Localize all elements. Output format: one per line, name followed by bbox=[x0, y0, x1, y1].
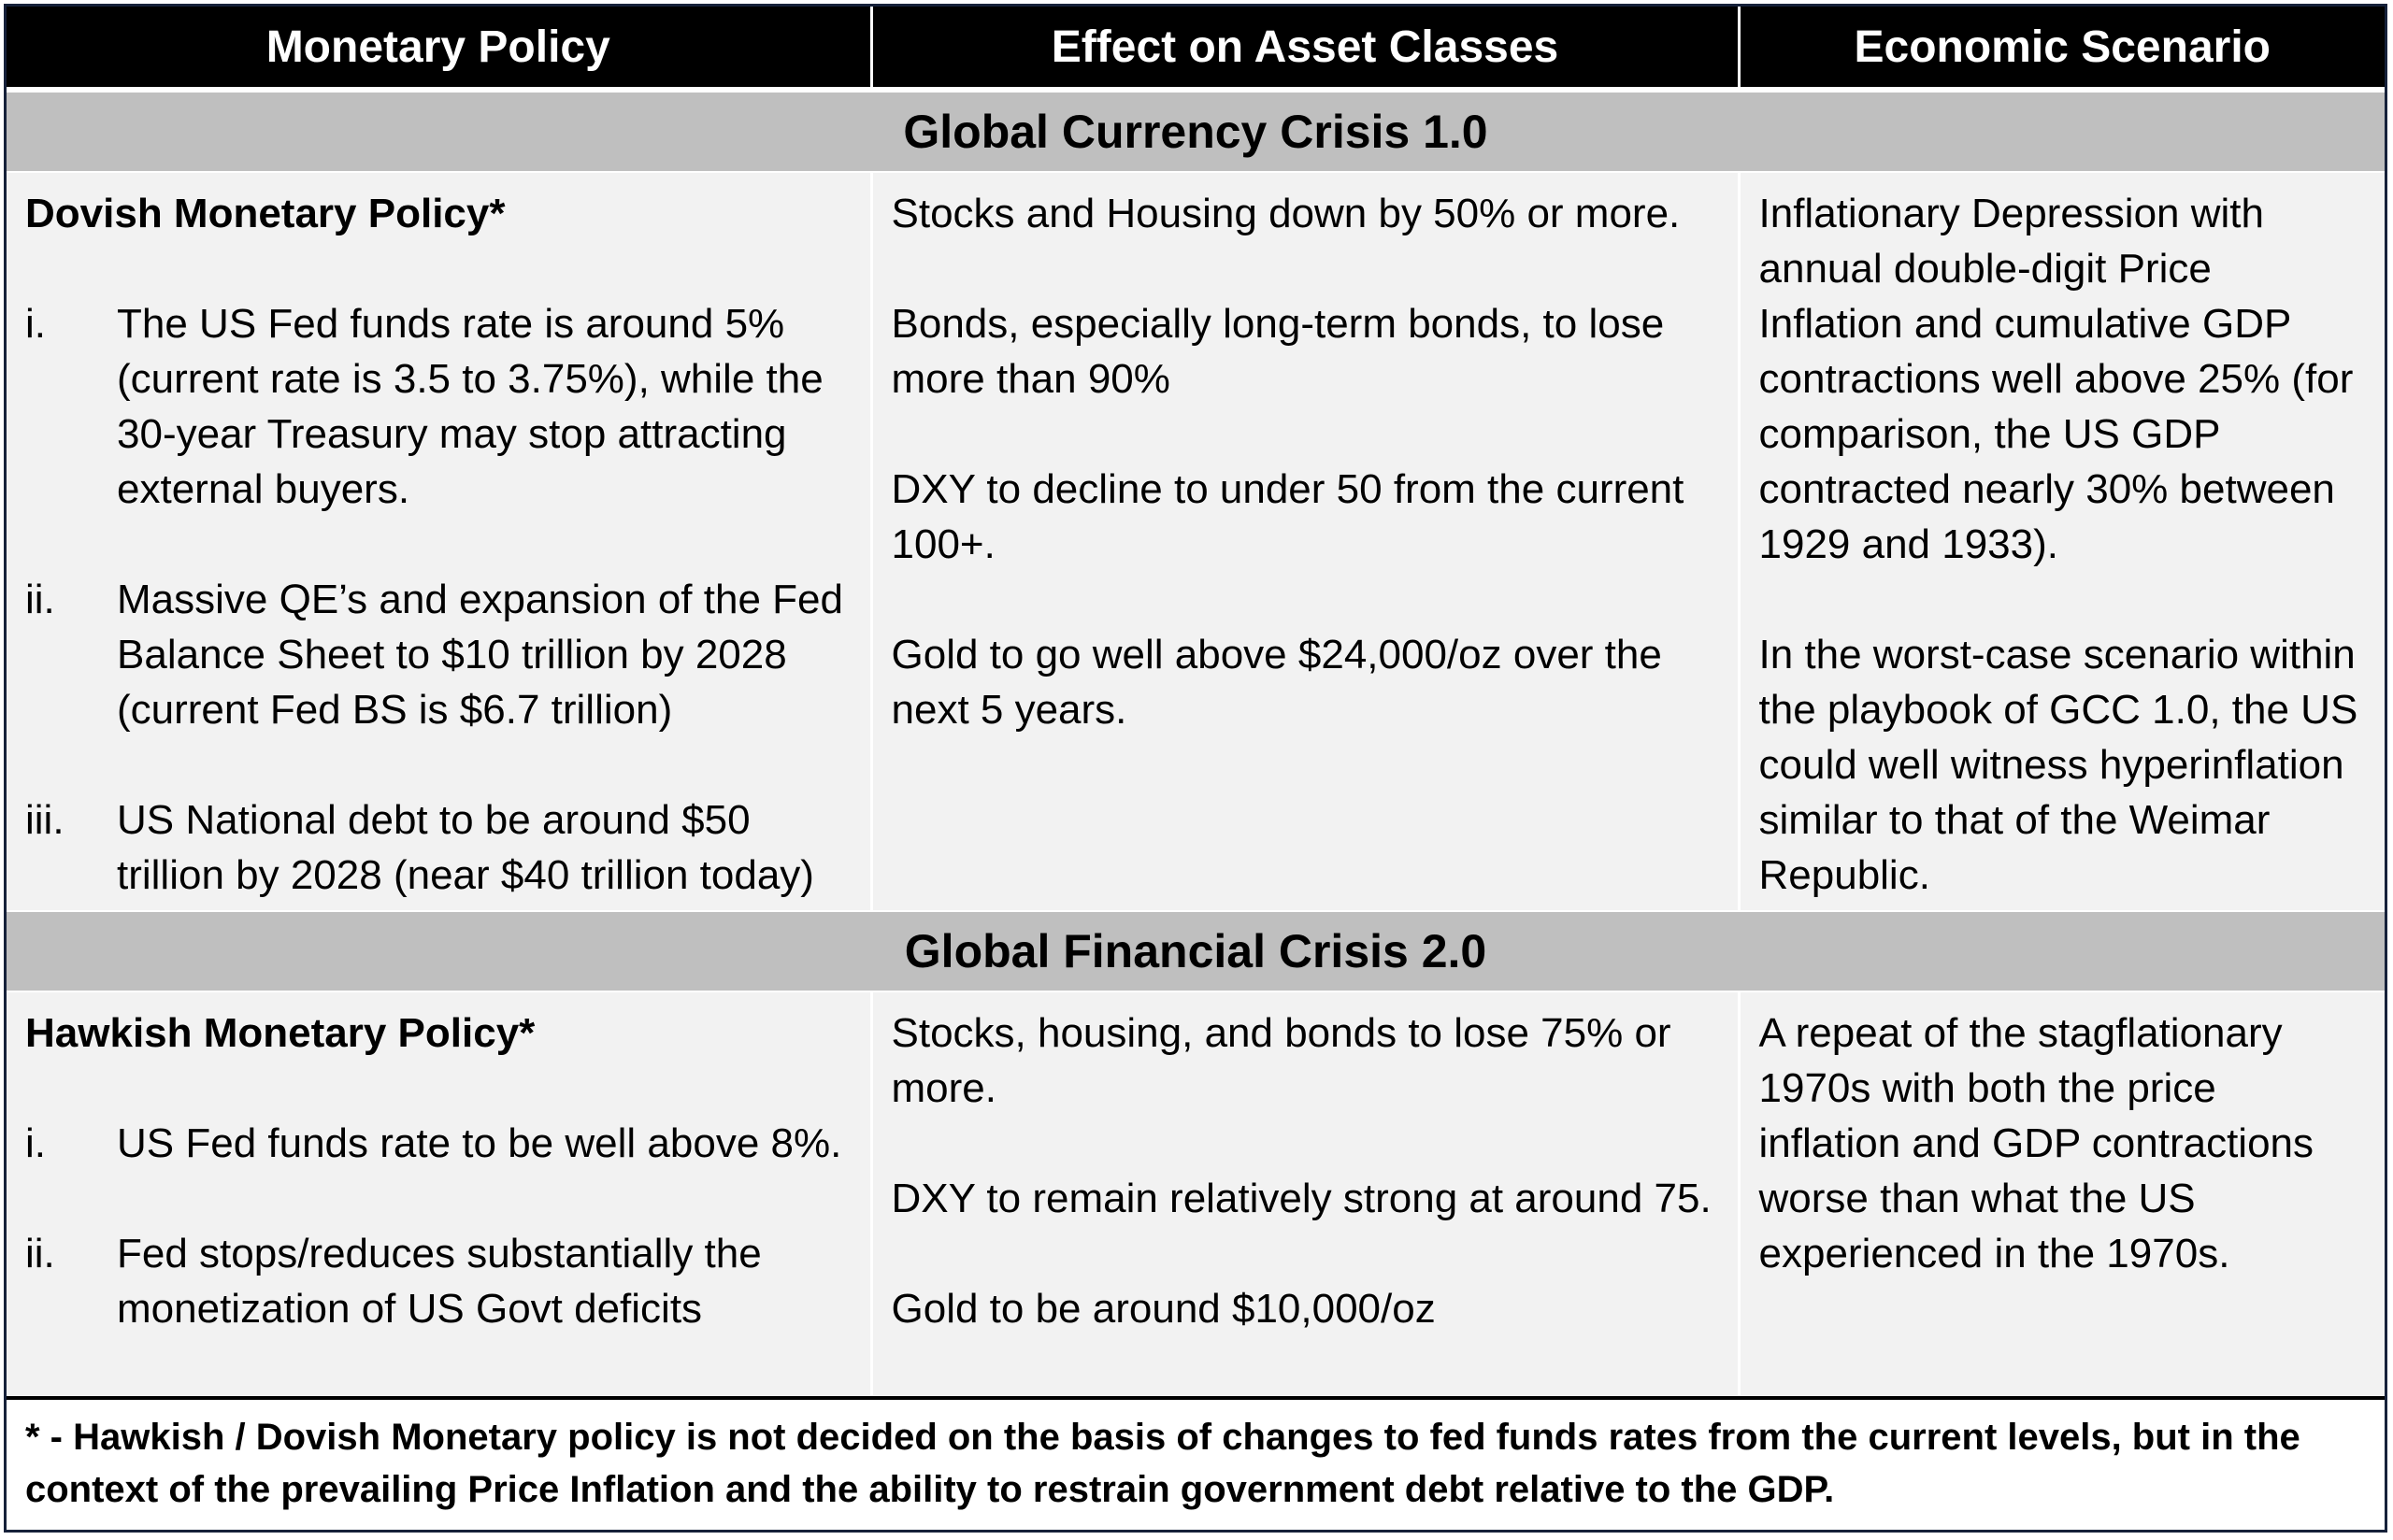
policy-cell bbox=[7, 172, 871, 911]
footnote: * - Hawkish / Dovish Monetary policy is not decided on the basis of changes to fed funds rates from the current levels, but in the context of the prevailing Price Inflation and the ability to restrain government debt relative to the GDP. bbox=[7, 1396, 2385, 1530]
item-text: US National debt to be around $50 trillion by 2028 (near $40 trillion today) bbox=[117, 797, 814, 898]
effect-paragraph: Bonds, especially long-term bonds, to lose more than 90% bbox=[891, 301, 1665, 402]
header-economic-scenario: Economic Scenario bbox=[1739, 7, 2385, 90]
item-number: iii. bbox=[25, 797, 64, 843]
effect-paragraph: Stocks and Housing down by 50% or more. bbox=[891, 191, 1681, 236]
effect-paragraph: DXY to remain relatively strong at around 75. bbox=[891, 1176, 1712, 1221]
section-row-gcc bbox=[7, 172, 2385, 911]
effect-paragraph: DXY to decline to under 50 from the current 100+. bbox=[891, 466, 1684, 567]
item-text: US Fed funds rate to be well above 8%. bbox=[117, 1120, 842, 1166]
item-number: ii. bbox=[25, 577, 55, 622]
section-band-row bbox=[7, 90, 2385, 172]
scenario-paragraph: A repeat of the stagflationary 1970s with both the price inflation and GDP contractions worse than what the US experienced in the 1970s. bbox=[1758, 1010, 2314, 1276]
item-number: ii. bbox=[25, 1231, 55, 1276]
policy-title: Dovish Monetary Policy* bbox=[25, 191, 506, 236]
effects-cell bbox=[871, 991, 1739, 1395]
scenario-paragraph: Inflationary Depression with annual double-digit Price Inflation and cumulative GDP contractions well above 25% (for comparison, the US GDP contracted nearly 30% between 1929 and 1933). bbox=[1758, 191, 2354, 567]
policy-title: Hawkish Monetary Policy* bbox=[25, 1010, 536, 1056]
policy-table-container bbox=[4, 4, 2387, 1533]
section-band-row bbox=[7, 911, 2385, 991]
item-number: i. bbox=[25, 1120, 46, 1166]
header-monetary-policy: Monetary Policy bbox=[7, 7, 871, 90]
policy-item bbox=[25, 1116, 848, 1171]
policy-item bbox=[25, 792, 848, 903]
scenario-cell bbox=[1739, 172, 2385, 911]
effect-paragraph: Gold to go well above $24,000/oz over the next 5 years. bbox=[891, 632, 1662, 733]
effects-cell bbox=[871, 172, 1739, 911]
policy-cell bbox=[7, 991, 871, 1395]
effect-paragraph: Gold to be around $10,000/oz bbox=[891, 1286, 1436, 1332]
section-title-gfc: Global Financial Crisis 2.0 bbox=[7, 911, 2385, 991]
effect-paragraph: Stocks, housing, and bonds to lose 75% or more. bbox=[891, 1010, 1671, 1111]
section-row-gfc bbox=[7, 991, 2385, 1395]
policy-item bbox=[25, 572, 848, 737]
policy-item bbox=[25, 296, 848, 517]
section-title-gcc: Global Currency Crisis 1.0 bbox=[7, 90, 2385, 172]
item-text: Fed stops/reduces substantially the monetization of US Govt deficits bbox=[117, 1231, 762, 1332]
scenario-paragraph: In the worst-case scenario within the playbook of GCC 1.0, the US could well witness hyperinflation similar to that of the Weimar Republic. bbox=[1758, 632, 2358, 898]
item-text: Massive QE’s and expansion of the Fed Balance Sheet to $10 trillion by 2028 (current Fed BS is $6.7 trillion) bbox=[117, 577, 843, 733]
policy-item bbox=[25, 1226, 848, 1336]
policy-table bbox=[7, 7, 2385, 1395]
item-number: i. bbox=[25, 301, 46, 347]
scenario-cell bbox=[1739, 991, 2385, 1395]
header-effect-on-asset-classes: Effect on Asset Classes bbox=[871, 7, 1739, 90]
header-row bbox=[7, 7, 2385, 90]
item-text: The US Fed funds rate is around 5% (current rate is 3.5 to 3.75%), while the 30-year Treasury may stop attracting external buyers. bbox=[117, 301, 824, 512]
